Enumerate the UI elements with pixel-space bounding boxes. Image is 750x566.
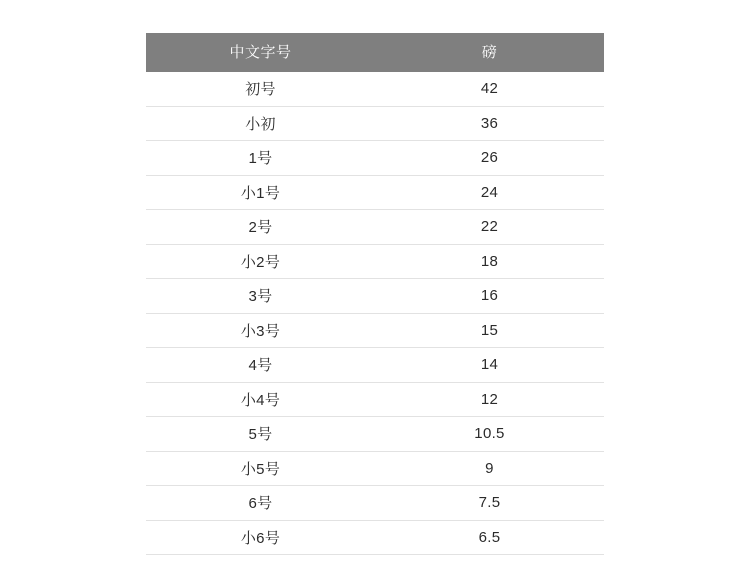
cell-points: 24 [375, 175, 604, 210]
table-row [146, 486, 604, 521]
cell-chinese-size: 小3号 [146, 313, 375, 348]
cell-points: 16 [375, 279, 604, 314]
cell-chinese-size: 6号 [146, 486, 375, 521]
cell-points: 9 [375, 451, 604, 486]
cell-chinese-size: 小1号 [146, 175, 375, 210]
table-header [146, 33, 604, 72]
cell-chinese-size: 5号 [146, 417, 375, 452]
cell-points: 42 [375, 72, 604, 106]
cell-points: 18 [375, 244, 604, 279]
cell-chinese-size: 小4号 [146, 382, 375, 417]
table-row [146, 451, 604, 486]
cell-chinese-size: 小初 [146, 106, 375, 141]
table-row [146, 313, 604, 348]
cell-chinese-size: 小6号 [146, 520, 375, 555]
font-size-table [146, 33, 604, 555]
font-size-table-container [146, 33, 604, 555]
table-row [146, 210, 604, 245]
cell-points: 26 [375, 141, 604, 176]
cell-chinese-size: 1号 [146, 141, 375, 176]
table-row [146, 417, 604, 452]
table-row [146, 244, 604, 279]
cell-chinese-size: 4号 [146, 348, 375, 383]
cell-points: 22 [375, 210, 604, 245]
cell-points: 6.5 [375, 520, 604, 555]
cell-points: 14 [375, 348, 604, 383]
cell-chinese-size: 小5号 [146, 451, 375, 486]
table-row [146, 175, 604, 210]
table-row [146, 348, 604, 383]
cell-chinese-size: 初号 [146, 72, 375, 106]
cell-chinese-size: 3号 [146, 279, 375, 314]
column-header-points: 磅 [375, 33, 604, 72]
table-row [146, 106, 604, 141]
cell-chinese-size: 小2号 [146, 244, 375, 279]
cell-points: 15 [375, 313, 604, 348]
table-row [146, 279, 604, 314]
column-header-chinese-size: 中文字号 [146, 33, 375, 72]
table-row [146, 520, 604, 555]
cell-points: 12 [375, 382, 604, 417]
cell-points: 10.5 [375, 417, 604, 452]
cell-points: 7.5 [375, 486, 604, 521]
table-row [146, 72, 604, 106]
cell-points: 36 [375, 106, 604, 141]
table-row [146, 382, 604, 417]
table-row [146, 141, 604, 176]
table-body [146, 72, 604, 555]
cell-chinese-size: 2号 [146, 210, 375, 245]
table-header-row [146, 33, 604, 72]
